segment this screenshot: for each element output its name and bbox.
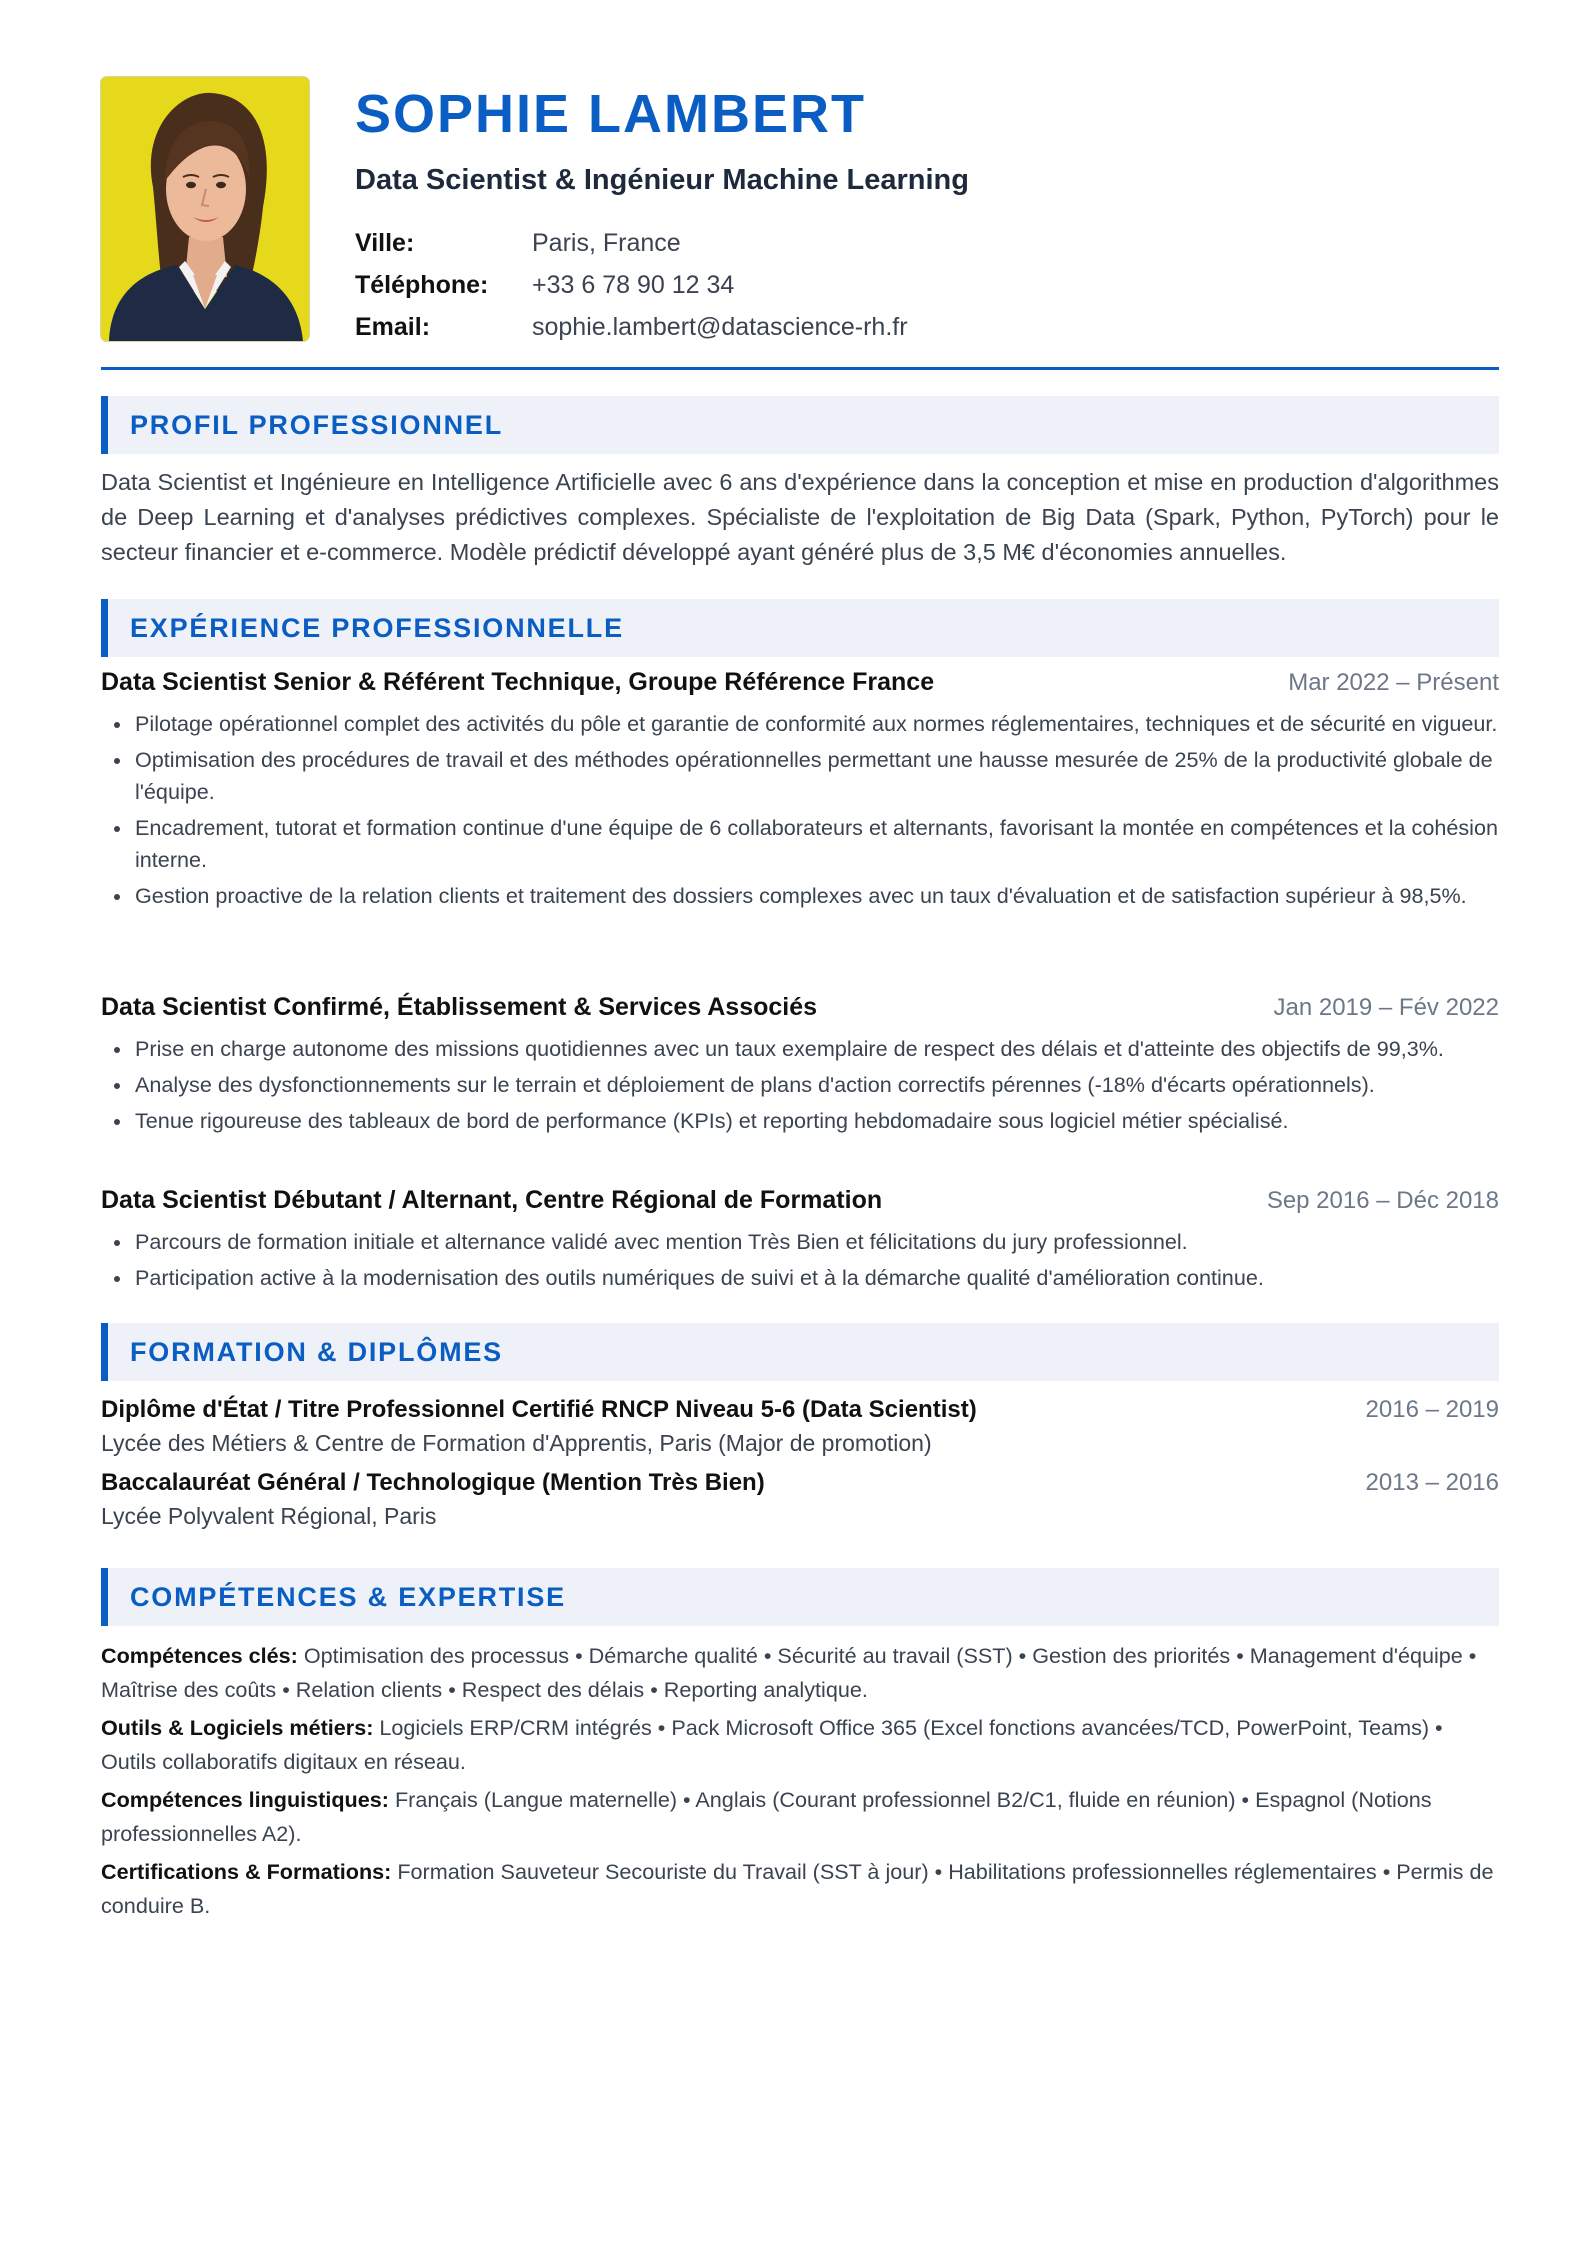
section-accent-bar [101, 1568, 108, 1626]
email-value: sophie.lambert@datascience-rh.fr [532, 312, 908, 341]
education-entry [101, 1396, 1499, 1457]
contact-label: Téléphone: [355, 270, 489, 299]
profile-photo [101, 77, 309, 341]
skill-line [101, 1639, 1499, 1707]
job-bullet: Analyse des dysfonctionnements sur le terrain et déploiement de plans d'action correctifs pérennes (-18% d'écarts opérationnels). [101, 1069, 1499, 1101]
school-name: Lycée Polyvalent Régional, Paris [101, 1503, 437, 1529]
skill-line [101, 1783, 1499, 1851]
job-header [101, 1186, 1499, 1226]
job-entry [101, 1186, 1499, 1298]
job-bullet: Prise en charge autonome des missions quotidiennes avec un taux exemplaire de respect des délais et d'atteinte des objectifs de 99,3%. [101, 1033, 1499, 1065]
skill-text: Optimisation des processus • Démarche qualité • Sécurité au travail (SST) • Gestion des priorités • Management d'équipe • Maîtrise des coûts • Relation clients • Respect des délais • Reporting analytique. [101, 1643, 1477, 1702]
contact-info [355, 222, 1255, 348]
contact-row-city [355, 222, 1255, 264]
portrait-image [101, 77, 309, 341]
contact-row-phone [355, 264, 1255, 306]
skill-label: Compétences clés: [101, 1643, 298, 1668]
job-bullets [101, 708, 1499, 912]
job-bullet: Participation active à la modernisation des outils numériques de suivi et à la démarche qualité d'amélioration continue. [101, 1262, 1499, 1294]
job-bullets [101, 1033, 1499, 1137]
skill-line [101, 1855, 1499, 1923]
skill-label: Compétences linguistiques: [101, 1787, 389, 1812]
job-entry [101, 668, 1499, 916]
skill-text: Formation Sauveteur Secouriste du Travail (SST à jour) • Habilitations professionnelles réglementaires • Permis de conduire B. [101, 1859, 1494, 1918]
skill-text: Logiciels ERP/CRM intégrés • Pack Microsoft Office 365 (Excel fonctions avancées/TCD, PowerPoint, Teams) • Outils collaboratifs digitaux en réseau. [101, 1715, 1443, 1774]
job-title: Data Scientist Débutant / Alternant, Centre Régional de Formation [101, 1186, 883, 1214]
job-title: Data Scientist Senior & Référent Technique, Groupe Référence France [101, 668, 935, 696]
degree-dates: 2013 – 2016 [1365, 1469, 1499, 1496]
degree-title: Baccalauréat Général / Technologique (Mention Très Bien) [101, 1469, 765, 1496]
section-accent-bar [101, 1323, 108, 1381]
section-title: COMPÉTENCES & EXPERTISE [130, 1581, 566, 1612]
section-header-education [101, 1323, 1499, 1381]
section-accent-bar [101, 396, 108, 454]
profile-summary: Data Scientist et Ingénieure en Intelligence Artificielle avec 6 ans d'expérience dans la conception et mise en production d'algorithmes de Deep Learning et d'analyses prédictives complexes. Spécialiste de l'exploitation de Big Data (Spark, Python, PyTorch) pour le secteur financier et e-commerce. Modèle prédictif développé ayant généré plus de 3,5 M€ d'économies annuelles. [101, 469, 1499, 565]
profile-section [101, 465, 1499, 570]
skill-label: Certifications & Formations: [101, 1859, 392, 1884]
degree-title: Diplôme d'État / Titre Professionnel Certifié RNCP Niveau 5-6 (Data Scientist) [101, 1396, 977, 1423]
job-bullet: Gestion proactive de la relation clients et traitement des dossiers complexes avec un taux d'évaluation et de satisfaction supérieur à 98,5%. [101, 880, 1499, 912]
skills-section [101, 1639, 1499, 1927]
degree-dates: 2016 – 2019 [1365, 1396, 1499, 1423]
section-title: PROFIL PROFESSIONNEL [130, 409, 504, 440]
section-title: FORMATION & DIPLÔMES [130, 1336, 503, 1367]
section-accent-bar [101, 599, 108, 657]
job-bullet: Optimisation des procédures de travail et des méthodes opérationnelles permettant une hausse mesurée de 25% de la productivité globale de l'équipe. [101, 744, 1499, 808]
education-header [101, 1469, 1499, 1497]
job-dates: Mar 2022 – Présent [1288, 669, 1499, 696]
education-entry [101, 1469, 1499, 1530]
job-header [101, 993, 1499, 1033]
candidate-headline: Data Scientist & Ingénieur Machine Learning [355, 164, 969, 196]
phone-value: +33 6 78 90 12 34 [532, 270, 735, 299]
job-bullet: Tenue rigoureuse des tableaux de bord de performance (KPIs) et reporting hebdomadaire sous logiciel métier spécialisé. [101, 1105, 1499, 1137]
skill-label: Outils & Logiciels métiers: [101, 1715, 374, 1740]
job-title: Data Scientist Confirmé, Établissement & Services Associés [101, 993, 818, 1021]
education-header [101, 1396, 1499, 1424]
education-section [101, 1396, 1499, 1542]
skill-text: Français (Langue maternelle) • Anglais (Courant professionnel B2/C1, fluide en réunion) • Espagnol (Notions professionnelles A2). [101, 1787, 1432, 1846]
resume-header [101, 77, 1499, 369]
job-entry [101, 993, 1499, 1141]
job-bullets [101, 1226, 1499, 1294]
contact-label: Email: [355, 312, 431, 341]
school-name: Lycée des Métiers & Centre de Formation d'Apprentis, Paris (Major de promotion) [101, 1430, 932, 1456]
candidate-name: SOPHIE LAMBERT [355, 84, 867, 144]
job-dates: Jan 2019 – Fév 2022 [1273, 994, 1499, 1021]
job-bullet: Parcours de formation initiale et alternance validé avec mention Très Bien et félicitations du jury professionnel. [101, 1226, 1499, 1258]
section-header-profile [101, 396, 1499, 454]
section-header-skills [101, 1568, 1499, 1626]
contact-label: Ville: [355, 228, 415, 257]
job-bullet: Pilotage opérationnel complet des activités du pôle et garantie de conformité aux normes réglementaires, techniques et de sécurité en vigueur. [101, 708, 1499, 740]
city-value: Paris, France [532, 228, 681, 257]
job-bullet: Encadrement, tutorat et formation continue d'une équipe de 6 collaborateurs et alternants, favorisant la montée en compétences et la cohésion interne. [101, 812, 1499, 876]
job-dates: Sep 2016 – Déc 2018 [1266, 1187, 1499, 1214]
contact-row-email [355, 306, 1255, 348]
job-header [101, 668, 1499, 708]
section-title: EXPÉRIENCE PROFESSIONNELLE [130, 612, 624, 643]
header-divider [101, 367, 1499, 370]
skill-line [101, 1711, 1499, 1779]
section-header-experience [101, 599, 1499, 657]
